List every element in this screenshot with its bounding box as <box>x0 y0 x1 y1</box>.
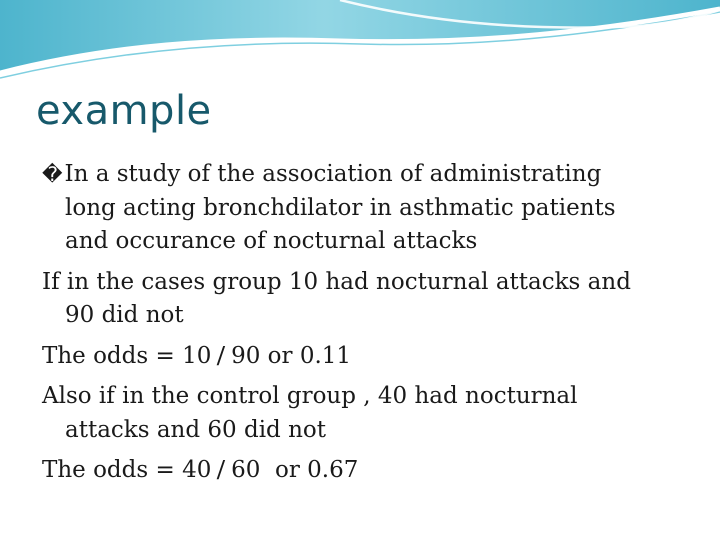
bullet-text-1: In a study of the association of administrating <box>64 161 602 187</box>
cases-paragraph <box>42 266 682 333</box>
bullet-paragraph <box>42 158 682 259</box>
odds-1-slash: / <box>216 342 226 369</box>
control-paragraph <box>42 380 682 447</box>
bullet-line-1 <box>42 158 682 192</box>
bullet-text-2: long acting bronchdilator in asthmatic patients <box>65 194 616 221</box>
header-wave-decoration <box>0 0 720 80</box>
odds-line-2 <box>42 454 682 488</box>
bullet-text-3: and occurance of nocturnal attacks <box>65 228 478 254</box>
control-line-2: attacks and 60 did not <box>65 416 326 443</box>
odds-line-1 <box>42 340 682 374</box>
cases-line-1: If in the cases group 10 had nocturnal attacks and <box>42 268 631 295</box>
slide-title: example <box>36 88 212 134</box>
odds-2-slash: / <box>216 457 226 483</box>
odds-2-prefix: The odds = 40 <box>42 457 212 483</box>
bullet-icon: � <box>42 162 63 186</box>
cases-line-2: 90 did not <box>65 302 184 328</box>
odds-1-suffix: 90 or 0.11 <box>231 342 352 369</box>
control-line-1: Also if in the control group , 40 had nocturnal <box>42 383 578 409</box>
odds-2-suffix: 60 or 0.67 <box>231 457 359 483</box>
slide-body <box>42 158 682 495</box>
odds-1-prefix: The odds = 10 <box>42 342 212 369</box>
